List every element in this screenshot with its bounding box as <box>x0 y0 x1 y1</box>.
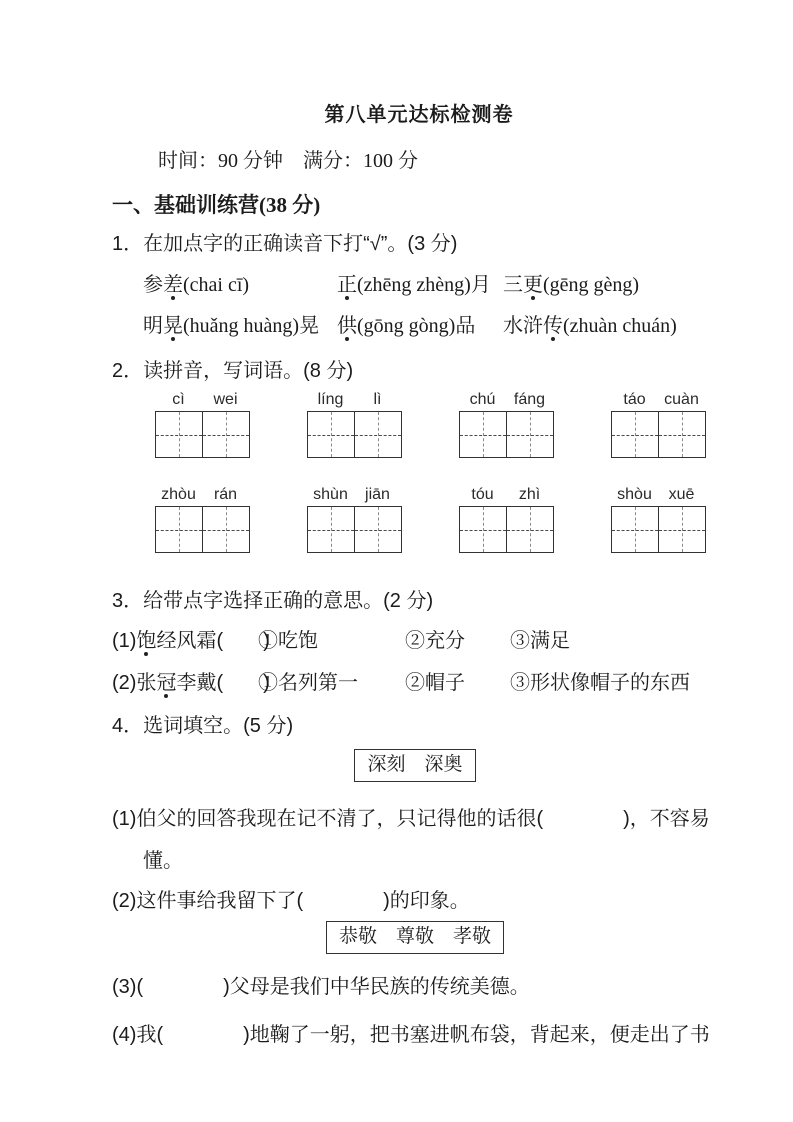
q3-dotted-char: 冠 <box>156 669 176 697</box>
writing-cell[interactable] <box>611 506 659 553</box>
tianzige-grid <box>307 506 402 553</box>
pinyin-syllable: cuàn <box>664 391 699 408</box>
q1-item-dotted-char: 晃 <box>163 312 183 340</box>
pinyin-word-group <box>307 484 402 553</box>
q3-phrase-pre: 张 <box>136 672 157 694</box>
writing-cell[interactable] <box>155 506 203 553</box>
q1-item <box>503 312 677 340</box>
pinyin-word-group <box>611 389 706 458</box>
writing-cell[interactable] <box>659 506 706 553</box>
pinyin-syllable: shòu <box>617 486 652 503</box>
q4-line-3: (3)( )父母是我们中华民族的传统美德。 <box>112 976 530 998</box>
writing-cell[interactable] <box>459 506 507 553</box>
q3-item-1 <box>112 627 778 655</box>
q1-item <box>143 271 337 299</box>
pinyin-syllable: rán <box>213 486 238 503</box>
pinyin-labels <box>611 484 706 506</box>
q3-option-2: ②充分 <box>405 630 465 652</box>
tianzige-grid <box>155 506 250 553</box>
pinyin-word-group <box>459 484 554 553</box>
writing-cell[interactable] <box>611 411 659 458</box>
pinyin-labels <box>459 484 554 506</box>
section-1-heading: 一、基础训练营(38 分) <box>112 193 321 217</box>
writing-cell[interactable] <box>459 411 507 458</box>
time-score-line: 时间：90 分钟 满分：100 分 <box>158 150 418 172</box>
q4-heading: 4．选词填空。(5 分) <box>112 715 294 737</box>
pinyin-syllable: zhòu <box>161 486 196 503</box>
q3-phrase-post: 经风霜( ) <box>156 630 270 652</box>
writing-cell[interactable] <box>203 506 250 553</box>
q1-item <box>337 271 503 299</box>
q3-option-3: ③形状像帽子的东西 <box>510 672 690 694</box>
q3-heading: 3．给带点字选择正确的意思。(2 分) <box>112 590 434 612</box>
q3-item-2 <box>112 669 778 697</box>
pinyin-syllable: shùn <box>313 486 348 503</box>
pinyin-syllable: líng <box>317 391 344 408</box>
writing-cell[interactable] <box>307 506 355 553</box>
q2-grid-row-1 <box>155 389 778 458</box>
q4-line-2: (2)这件事给我留下了( )的印象。 <box>112 890 470 912</box>
q3-option-2: ②帽子 <box>405 672 465 694</box>
q1-item-dotted-char: 传 <box>543 312 563 340</box>
pinyin-syllable: wei <box>213 391 238 408</box>
q4-line-1: (1)伯父的回答我现在记不清了，只记得他的话很( )，不容易 <box>112 808 710 830</box>
tianzige-grid <box>611 411 706 458</box>
q1-item <box>143 312 337 340</box>
q3-num: (1) <box>112 630 137 652</box>
q1-item-dotted-char: 更 <box>523 271 543 299</box>
q1-row-1 <box>143 271 778 299</box>
pinyin-labels <box>611 389 706 411</box>
writing-cell[interactable] <box>659 411 706 458</box>
q3-option-1: ①名列第一 <box>258 672 358 694</box>
q2-grid-row-2 <box>155 484 778 553</box>
pinyin-syllable: lì <box>373 391 382 408</box>
q1-item-dotted-char: 差 <box>163 271 183 299</box>
writing-cell[interactable] <box>507 411 554 458</box>
q1-item-dotted-char: 正 <box>337 271 357 299</box>
q3-phrase <box>112 627 270 655</box>
pinyin-syllable: jiān <box>365 486 390 503</box>
q1-item-pre: 水浒 <box>503 315 543 337</box>
q1-item-pre: 参 <box>143 274 163 296</box>
pinyin-word-group <box>307 389 402 458</box>
q1-item-pinyin: (chai cī) <box>183 274 250 296</box>
tianzige-grid <box>307 411 402 458</box>
pinyin-labels <box>155 389 250 411</box>
pinyin-word-group <box>155 389 250 458</box>
writing-cell[interactable] <box>355 411 402 458</box>
pinyin-syllable: táo <box>623 391 646 408</box>
tianzige-grid <box>155 411 250 458</box>
pinyin-syllable: cì <box>172 391 185 408</box>
tianzige-grid <box>459 411 554 458</box>
pinyin-syllable: chú <box>469 391 496 408</box>
writing-cell[interactable] <box>307 411 355 458</box>
q1-item-pinyin: (huǎng huàng)晃 <box>183 315 320 337</box>
pinyin-syllable: zhì <box>518 486 541 503</box>
word-bank-box: 深刻 深奥 <box>354 749 475 782</box>
q1-item-pinyin: (zhēng zhèng)月 <box>357 274 491 296</box>
pinyin-syllable: xuē <box>668 486 695 503</box>
writing-cell[interactable] <box>155 411 203 458</box>
page-title: 第八单元达标检测卷 <box>324 104 514 126</box>
q3-option-1: ①吃饱 <box>258 630 318 652</box>
q1-item <box>337 312 503 340</box>
pinyin-labels <box>307 389 402 411</box>
pinyin-syllable: tóu <box>471 486 494 503</box>
tianzige-grid <box>611 506 706 553</box>
q3-dotted-char: 饱 <box>136 627 156 655</box>
word-bank-box: 恭敬 尊敬 孝敬 <box>326 921 504 954</box>
q4-word-bank-1-wrap <box>82 749 748 782</box>
pinyin-labels <box>459 389 554 411</box>
pinyin-labels <box>155 484 250 506</box>
writing-cell[interactable] <box>203 411 250 458</box>
pinyin-word-group <box>459 389 554 458</box>
q1-item-dotted-char: 供 <box>337 312 357 340</box>
q1-item-pre: 三 <box>503 274 523 296</box>
q4-line-4: (4)我( )地鞠了一躬，把书塞进帆布袋，背起来，便走出了书 <box>112 1024 710 1046</box>
q1-item <box>503 271 639 299</box>
q1-row-2 <box>143 312 778 340</box>
pinyin-word-group <box>611 484 706 553</box>
writing-cell[interactable] <box>355 506 402 553</box>
q1-item-pinyin: (zhuàn chuán) <box>563 315 677 337</box>
q3-option-3: ③满足 <box>510 630 570 652</box>
q1-item-pinyin: (gōng gòng)品 <box>357 315 476 337</box>
q1-heading: 1．在加点字的正确读音下打“√”。(3 分) <box>112 233 458 255</box>
writing-cell[interactable] <box>507 506 554 553</box>
q2-heading: 2．读拼音，写词语。(8 分) <box>112 360 354 382</box>
q1-item-pinyin: (gēng gèng) <box>543 274 640 296</box>
q3-phrase-post: 李戴( ) <box>176 672 270 694</box>
q4-word-bank-2-wrap <box>82 921 748 954</box>
pinyin-word-group <box>155 484 250 553</box>
pinyin-syllable: fáng <box>513 391 546 408</box>
q3-phrase <box>112 669 270 697</box>
q4-line-1-continued: 懂。 <box>143 850 183 872</box>
q3-num: (2) <box>112 672 137 694</box>
q1-item-pre: 明 <box>143 315 163 337</box>
pinyin-labels <box>307 484 402 506</box>
tianzige-grid <box>459 506 554 553</box>
